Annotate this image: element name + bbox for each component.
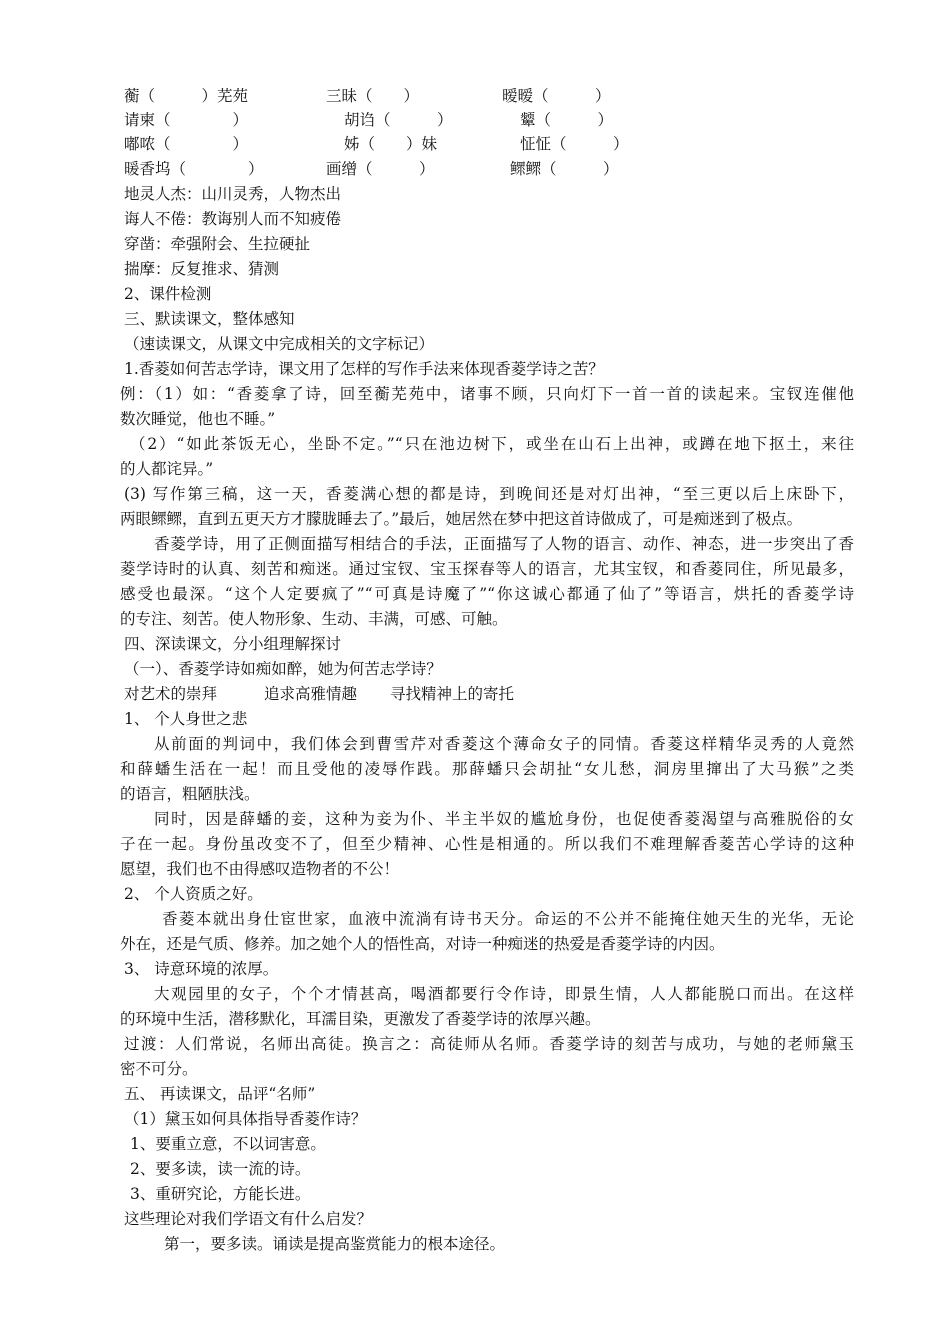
example-line: 两眼鳏鳏，直到五更天方才朦胧睡去了。”最后，她居然在梦中把这首诗做成了，可是痴迷到了极点。 <box>120 510 803 528</box>
summary-line: 菱学诗时的认真、刻苦和痴迷。通过宝钗、宝玉探春等人的语言，尤其宝钗，和香菱同住，所见最多， <box>120 560 854 578</box>
vocab-item: 请柬（ ） <box>124 111 249 129</box>
transition-line: 过渡：人们常说，名师出高徒。换言之：高徒师从名师。香菱学诗的刻苦与成功，与她的老师黛玉 <box>124 1035 854 1053</box>
question-line: 这些理论对我们学语文有什么启发？ <box>124 1210 373 1228</box>
point-item: 3、重研究论，方能长进。 <box>130 1185 311 1203</box>
definition-line: 揣摩：反复推求、猜测 <box>124 260 280 278</box>
body-line: 大观园里的女子，个个才情甚高，喝酒都要行令作诗，即景生情，人人都能脱口而出。在这样 <box>154 985 854 1003</box>
point-heading: 3、 诗意环境的浓厚。 <box>124 960 279 978</box>
question-line: （一）、香菱学诗如痴如醉，她为何苦志学诗？ <box>124 660 442 678</box>
body-line: 子在一起。身份虽改变不了，但至少精神、心性是相通的。所以我们不难理解香菱苦心学诗的这种 <box>120 835 854 853</box>
vocab-item: 画缯（ ） <box>326 160 435 178</box>
body-line: 愿望，我们也不由得感叹造物者的不公！ <box>120 860 400 878</box>
body-line: 同时，因是薛蟠的妾，这种为妾为仆、半主半奴的尴尬身份，也促使香菱渴望与高雅脱俗的女 <box>154 810 854 828</box>
section-heading: 四、深读课文，分小组理解探讨 <box>124 635 342 653</box>
section-heading: 2、课件检测 <box>124 285 212 303</box>
summary-line: 香菱学诗，用了正侧面描写相结合的手法，正面描写了人物的语言、动作、神态，进一步突出了香 <box>154 535 854 553</box>
vocab-item: 暖香坞（ ） <box>124 160 264 178</box>
point-item: 2、要多读，读一流的诗。 <box>130 1160 311 1178</box>
reason-item: 对艺术的崇拜 <box>124 685 218 703</box>
definition-line: 诲人不倦：教诲别人而不知疲倦 <box>124 210 342 228</box>
vocab-item: 蘅（ ）芜苑 <box>124 87 249 105</box>
vocab-item: 姊（ ）妹 <box>344 135 438 153</box>
example-line: 例：（1）如：“香菱拿了诗，回至蘅芜苑中，诸事不顾，只向灯下一首一首的读起来。宝钗连催他 <box>120 385 854 403</box>
example-line: 的人都诧异。” <box>120 460 214 478</box>
body-line: 香菱本就出身仕宦世家，血液中流淌有诗书天分。命运的不公并不能掩住她天生的光华，无论 <box>162 910 854 928</box>
body-line: 外在，还是气质、修养。加之她个人的悟性高，对诗一种痴迷的热爱是香菱学诗的内因。 <box>120 935 725 953</box>
body-line: 从前面的判词中，我们体会到曹雪芹对香菱这个薄命女子的同情。香菱这样精华灵秀的人竟然 <box>154 735 854 753</box>
vocab-item: 胡诌（ ） <box>344 111 453 129</box>
summary-line: 的专注、刻苦。使人物形象、生动、丰满，可感、可触。 <box>120 610 508 628</box>
definition-line: 地灵人杰：山川灵秀，人物杰出 <box>124 185 342 203</box>
reason-item: 追求高雅情趣 <box>264 685 358 703</box>
reason-item: 寻找精神上的寄托 <box>390 685 515 703</box>
summary-line: 感受也最深。“这个人定要疯了”“可真是诗魔了”“你这诚心都通了仙了”等语言，烘托的香菱学诗 <box>120 585 854 603</box>
question-line: 1.香菱如何苦志学诗，课文用了怎样的写作手法来体现香菱学诗之苦？ <box>124 360 604 378</box>
example-line: 数次睡觉，他也不睡。” <box>120 410 276 428</box>
body-line: 的环境中生活，潜移默化，耳濡目染，更激发了香菱学诗的浓厚兴趣。 <box>120 1010 601 1028</box>
vocab-item: 嘟哝（ ） <box>124 135 249 153</box>
body-line: 的语言，粗陋肤浅。 <box>120 785 260 803</box>
section-heading: 五、 再读课文，品评“名师” <box>124 1085 316 1103</box>
point-heading: 2、 个人资质之好。 <box>124 885 263 903</box>
vocab-item: 颦（ ） <box>520 111 614 129</box>
example-line: （2）“如此茶饭无心，坐卧不定。”“只在池边树下，或坐在山石上出神，或蹲在地下抠土，来往 <box>130 435 854 453</box>
point-heading: 1、 个人身世之悲 <box>124 710 248 728</box>
vocab-item: 暧暧（ ） <box>502 87 611 105</box>
example-line: (3) 写作第三稿，这一天，香菱满心想的都是诗，到晚间还是对灯出神，“至三更以后上床卧下， <box>124 485 854 503</box>
point-item: 1、要重立意，不以词害意。 <box>130 1135 326 1153</box>
body-line: 和薛蟠生活在一起！而且受他的凌辱作践。那薛蟠只会胡扯“女儿愁，洞房里撺出了大马猴”之类 <box>120 760 854 778</box>
definition-line: 穿凿：牵强附会、生拉硬扯 <box>124 235 311 253</box>
question-line: （1）黛玉如何具体指导香菱作诗？ <box>124 1110 367 1128</box>
section-note: （速读课文，从课文中完成相关的文字标记） <box>124 335 435 353</box>
vocab-item: 鳏鳏（ ） <box>510 160 619 178</box>
vocab-item: 怔怔（ ） <box>520 135 629 153</box>
vocab-item: 三昧（ ） <box>326 87 420 105</box>
section-heading: 三、默读课文，整体感知 <box>124 310 295 328</box>
body-line: 第一，要多读。诵读是提高鉴赏能力的根本途径。 <box>164 1235 506 1253</box>
transition-line: 密不可分。 <box>120 1060 198 1078</box>
